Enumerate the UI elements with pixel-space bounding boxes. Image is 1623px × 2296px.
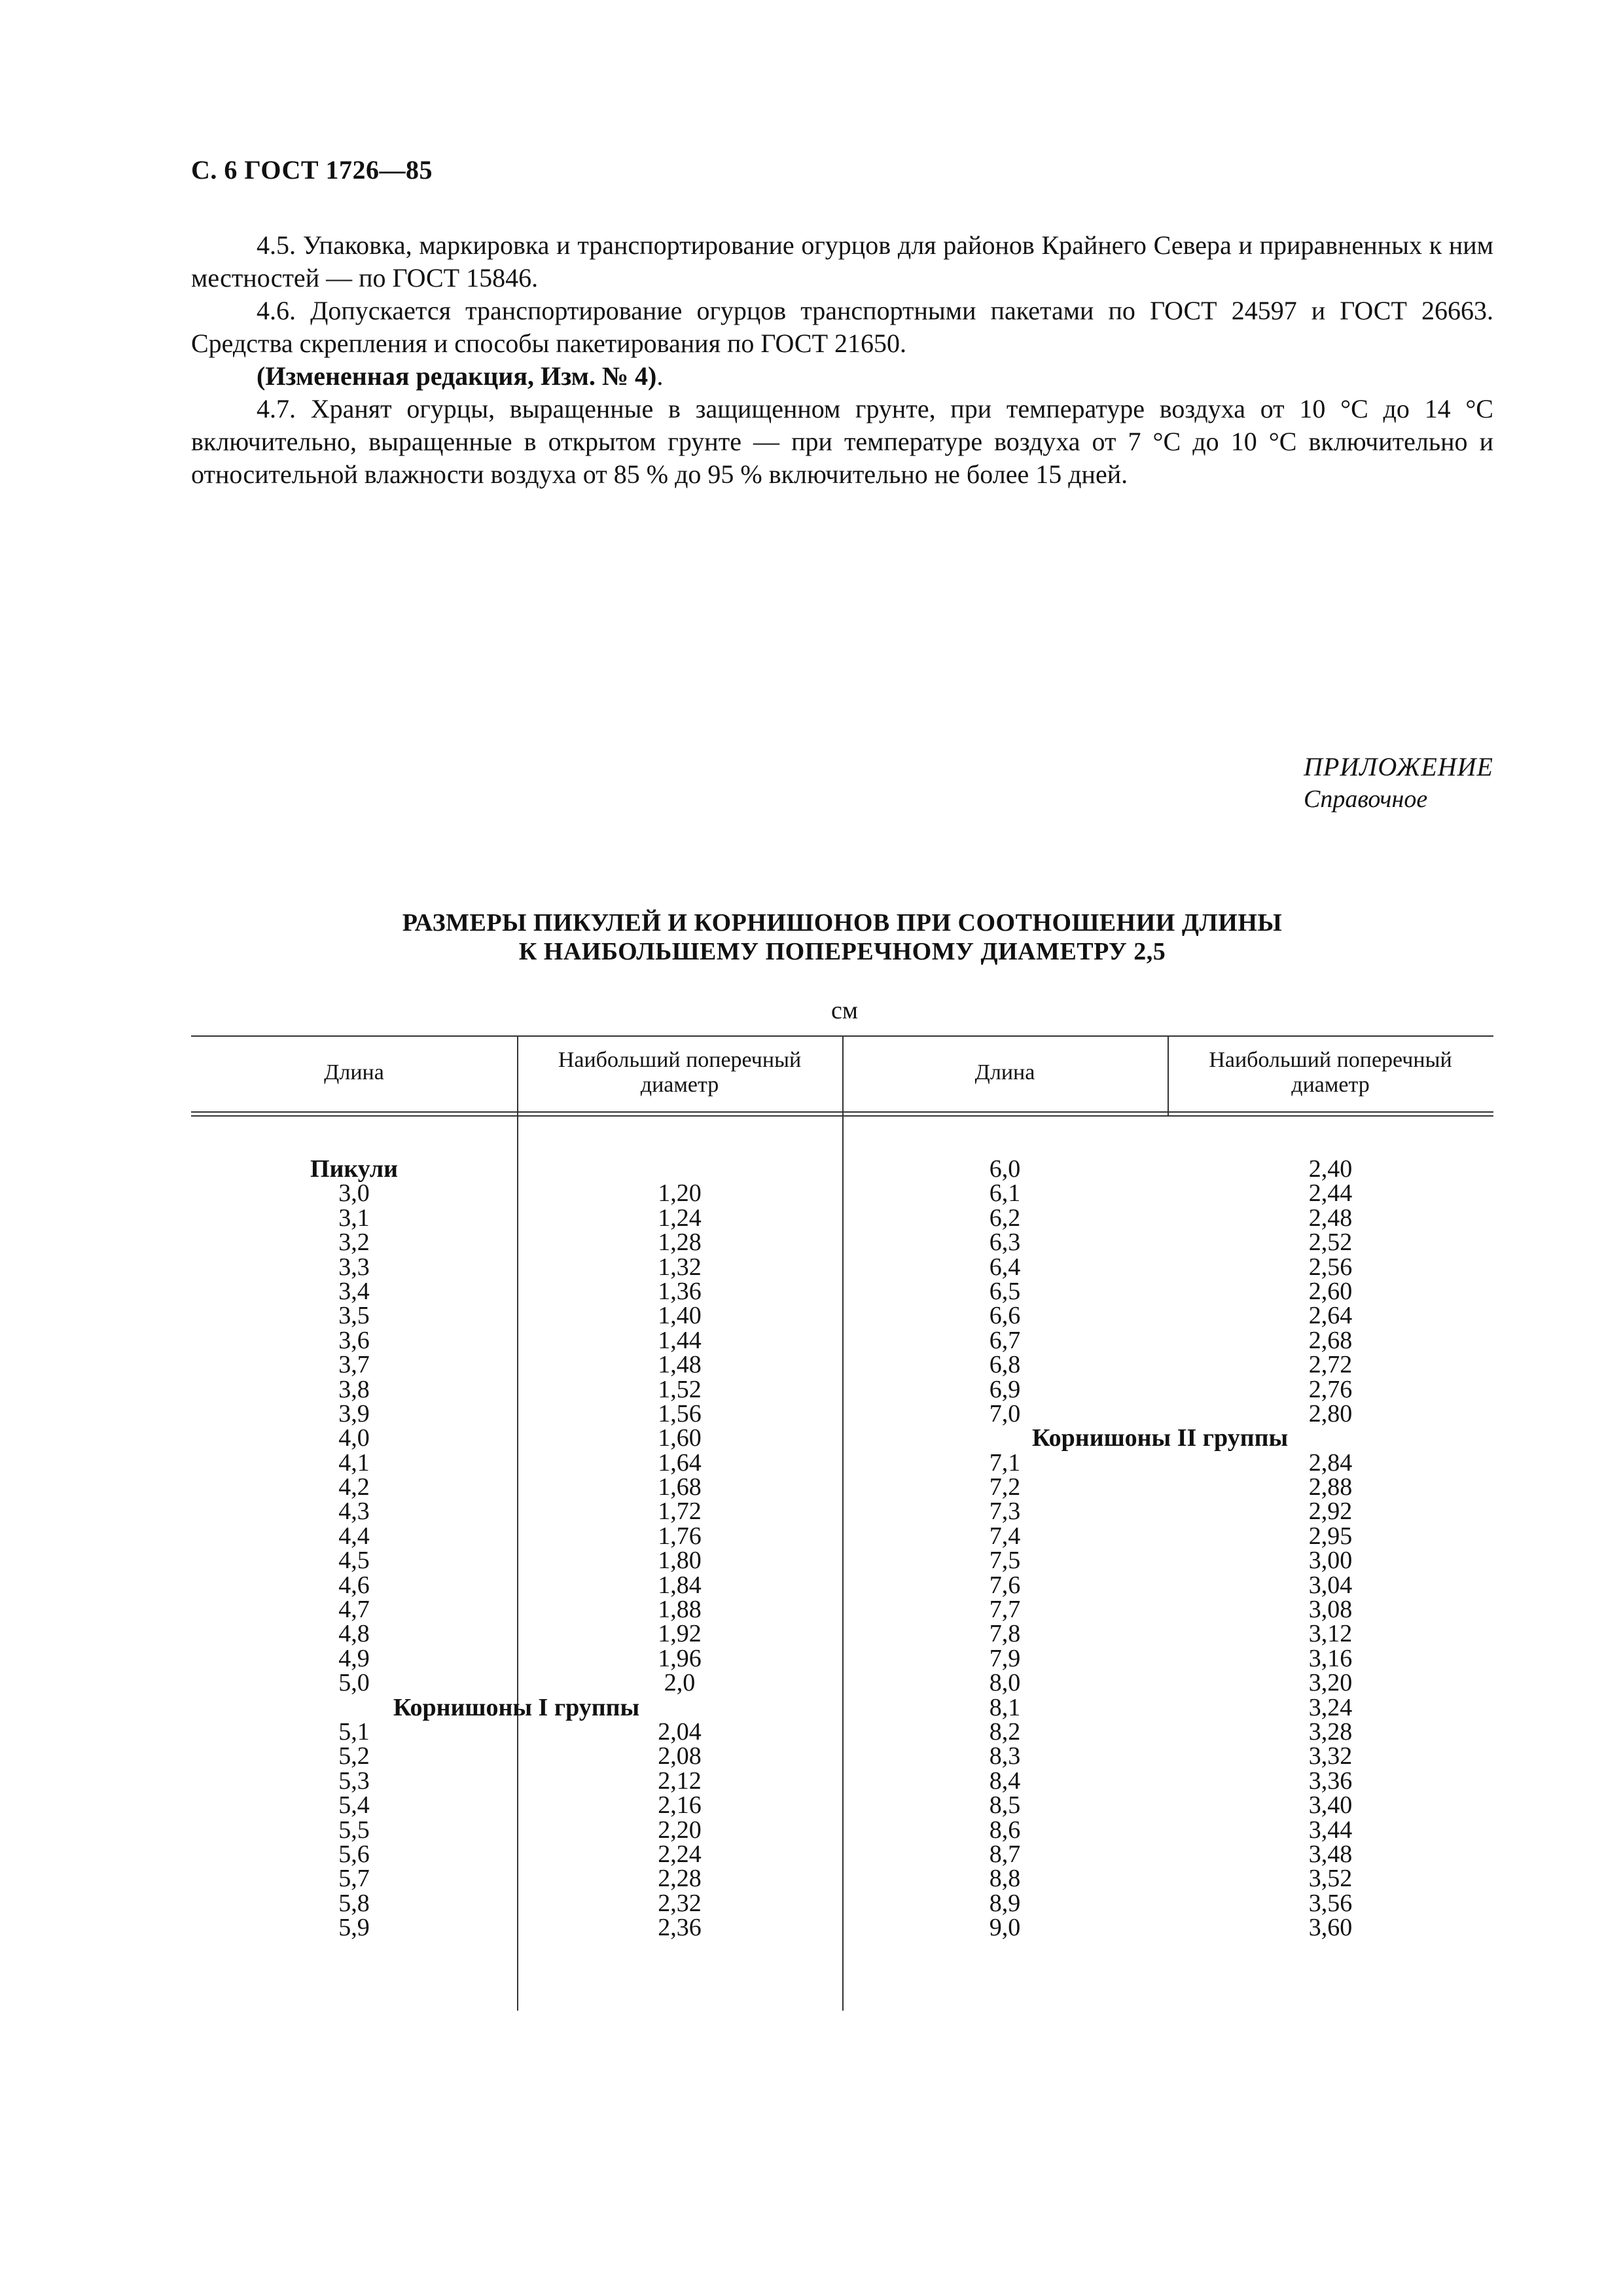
diameter-cell: 2,92: [1308, 1498, 1353, 1526]
diameter-cell: 2,80: [1308, 1399, 1353, 1427]
length-cell: 8,1: [989, 1693, 1021, 1721]
diameter-cell: 3,24: [1308, 1693, 1353, 1721]
length-cell: 7,6: [989, 1571, 1021, 1599]
length-cell: 3,8: [338, 1375, 370, 1403]
length-cell: 4,1: [338, 1448, 370, 1477]
length-cell: 6,5: [989, 1277, 1021, 1305]
header-length-right: Длина: [974, 1060, 1035, 1085]
size-table: [191, 1035, 1493, 2011]
diameter-cell: 1,40: [658, 1302, 702, 1330]
length-cell: 7,3: [989, 1498, 1021, 1526]
length-cell: 3,7: [338, 1351, 370, 1379]
page-header: С. 6 ГОСТ 1726—85: [191, 155, 433, 185]
right-diameter-column: [1168, 1157, 1493, 1941]
diameter-cell: 2,52: [1308, 1229, 1353, 1257]
diameter-cell: 1,28: [658, 1229, 702, 1257]
length-cell: 3,4: [338, 1277, 370, 1305]
length-cell: 7,2: [989, 1473, 1021, 1501]
diameter-cell: 1,96: [658, 1644, 702, 1672]
length-cell: 8,5: [989, 1791, 1021, 1820]
right-length-column: [842, 1155, 1289, 1942]
appendix-subtitle: Справочное: [1304, 785, 1428, 813]
left-diameter-column: [517, 1157, 842, 1941]
diameter-cell: 3,12: [1308, 1620, 1353, 1648]
header-diameter-left: Наибольший поперечный диаметр: [558, 1048, 802, 1097]
diameter-cell: 3,60: [1308, 1914, 1353, 1942]
diameter-cell: 2,95: [1308, 1522, 1353, 1550]
diameter-cell: 1,60: [658, 1424, 702, 1452]
length-cell: 5,0: [338, 1669, 370, 1697]
length-cell: 8,3: [989, 1742, 1021, 1770]
length-cell: 8,7: [989, 1840, 1021, 1868]
length-cell: 7,4: [989, 1522, 1021, 1550]
paragraph-4-5: 4.5. Упаковка, маркировка и транспортирование огурцов для районов Крайнего Севера и приравненных к ним местностей — по ГОСТ 15846.: [191, 230, 1493, 293]
diameter-cell: 1,20: [658, 1179, 702, 1208]
length-cell: 4,2: [338, 1473, 370, 1501]
length-cell: 5,5: [338, 1816, 370, 1844]
diameter-cell: 2,28: [658, 1865, 702, 1893]
diameter-cell: 2,68: [1308, 1326, 1353, 1354]
group-title: Пикули: [310, 1155, 399, 1183]
diameter-cell: 3,56: [1308, 1889, 1353, 1917]
length-cell: 5,3: [338, 1767, 370, 1795]
group-title: Корнишоны I группы: [393, 1693, 640, 1721]
table-title-line-2: К НАИБОЛЬШЕМУ ПОПЕРЕЧНОМУ ДИАМЕТРУ 2,5: [518, 938, 1166, 965]
group-title: Корнишоны II группы: [1032, 1424, 1289, 1452]
diameter-cell: 2,20: [658, 1816, 702, 1844]
diameter-cell: 3,36: [1308, 1767, 1353, 1795]
length-cell: 6,9: [989, 1375, 1021, 1403]
length-cell: 4,7: [338, 1596, 370, 1624]
length-cell: 3,0: [338, 1179, 370, 1208]
diameter-cell: 3,08: [1308, 1596, 1353, 1624]
diameter-cell: 1,68: [658, 1473, 702, 1501]
length-cell: 7,0: [989, 1399, 1021, 1427]
appendix-title: ПРИЛОЖЕНИЕ: [1304, 752, 1493, 781]
length-cell: 5,6: [338, 1840, 370, 1868]
length-cell: 7,1: [989, 1448, 1021, 1477]
length-cell: 9,0: [989, 1914, 1021, 1942]
diameter-cell: 1,48: [658, 1351, 702, 1379]
appendix-label: [1304, 751, 1493, 814]
diameter-cell: 2,84: [1308, 1448, 1353, 1477]
length-cell: 8,9: [989, 1889, 1021, 1917]
diameter-cell: 3,04: [1308, 1571, 1353, 1599]
diameter-cell: 2,0: [664, 1669, 696, 1697]
length-cell: 5,1: [338, 1717, 370, 1746]
length-cell: 6,8: [989, 1351, 1021, 1379]
diameter-cell: 1,64: [658, 1448, 702, 1477]
table-title-line-1: РАЗМЕРЫ ПИКУЛЕЙ И КОРНИШОНОВ ПРИ СООТНОШЕНИИ ДЛИНЫ: [402, 909, 1283, 937]
diameter-cell: 3,52: [1308, 1865, 1353, 1893]
diameter-cell: 1,32: [658, 1253, 702, 1281]
length-cell: 5,9: [338, 1914, 370, 1942]
diameter-cell: 2,48: [1308, 1204, 1353, 1232]
diameter-cell: 1,24: [658, 1204, 702, 1232]
length-cell: 4,5: [338, 1547, 370, 1575]
length-cell: 3,1: [338, 1204, 370, 1232]
diameter-cell: 2,24: [658, 1840, 702, 1868]
diameter-cell: 2,16: [658, 1791, 702, 1820]
diameter-cell: 1,92: [658, 1620, 702, 1648]
length-cell: 8,6: [989, 1816, 1021, 1844]
diameter-cell: 2,08: [658, 1742, 702, 1770]
length-cell: 3,6: [338, 1326, 370, 1354]
length-cell: 8,2: [989, 1717, 1021, 1746]
length-cell: 8,0: [989, 1669, 1021, 1697]
group-spacer: [1168, 1426, 1493, 1450]
diameter-cell: 2,88: [1308, 1473, 1353, 1501]
diameter-cell: 2,72: [1308, 1351, 1353, 1379]
length-cell: 5,7: [338, 1865, 370, 1893]
diameter-cell: 2,56: [1308, 1253, 1353, 1281]
amendment-note-end: .: [656, 361, 664, 391]
header-diameter-right: Наибольший поперечный диаметр: [1209, 1048, 1452, 1097]
length-cell: 6,7: [989, 1326, 1021, 1354]
length-cell: 3,3: [338, 1253, 370, 1281]
length-cell: 4,3: [338, 1498, 370, 1526]
length-cell: 6,0: [989, 1155, 1021, 1183]
length-cell: 7,9: [989, 1644, 1021, 1672]
diameter-cell: 1,80: [658, 1547, 702, 1575]
group-spacer: [517, 1157, 842, 1181]
diameter-cell: 3,28: [1308, 1717, 1353, 1746]
group-spacer: [517, 1696, 842, 1720]
diameter-cell: 3,48: [1308, 1840, 1353, 1868]
diameter-cell: 3,00: [1308, 1547, 1353, 1575]
diameter-cell: 2,64: [1308, 1302, 1353, 1330]
length-cell: 4,8: [338, 1620, 370, 1648]
length-cell: 6,4: [989, 1253, 1021, 1281]
paragraph-4-7: 4.7. Хранят огурцы, выращенные в защищенном грунте, при температуре воздуха от 10 °С до 14 °С включительно, выращенные в открытом грунте — при температуре воздуха от 7 °С до 10 °С включительно и относительной влажности воздуха от 85 % до 95 % включительно не более 15 дней.: [191, 394, 1493, 489]
diameter-cell: 3,44: [1308, 1816, 1353, 1844]
paragraph-4-6: 4.6. Допускается транспортирование огурцов транспортными пакетами по ГОСТ 24597 и ГОСТ 26663. Средства скрепления и способы пакетирования по ГОСТ 21650.: [191, 296, 1493, 358]
length-cell: 7,7: [989, 1596, 1021, 1624]
length-cell: 3,5: [338, 1302, 370, 1330]
diameter-cell: 3,20: [1308, 1669, 1353, 1697]
diameter-cell: 1,84: [658, 1571, 702, 1599]
diameter-cell: 2,36: [658, 1914, 702, 1942]
length-cell: 5,8: [338, 1889, 370, 1917]
header-length-left: Длина: [324, 1060, 384, 1085]
diameter-cell: 2,44: [1308, 1179, 1353, 1208]
diameter-cell: 2,40: [1308, 1155, 1353, 1183]
length-cell: 3,9: [338, 1399, 370, 1427]
diameter-cell: 3,40: [1308, 1791, 1353, 1820]
length-cell: 3,2: [338, 1229, 370, 1257]
table-title: [191, 908, 1493, 966]
diameter-cell: 1,88: [658, 1596, 702, 1624]
amendment-note: [191, 360, 1493, 393]
length-cell: 8,8: [989, 1865, 1021, 1893]
body-text: [191, 229, 1493, 491]
length-cell: 5,2: [338, 1742, 370, 1770]
diameter-cell: 1,76: [658, 1522, 702, 1550]
length-cell: 5,4: [338, 1791, 370, 1820]
diameter-cell: 3,16: [1308, 1644, 1353, 1672]
length-cell: 4,9: [338, 1644, 370, 1672]
length-cell: 6,2: [989, 1204, 1021, 1232]
length-cell: 7,8: [989, 1620, 1021, 1648]
diameter-cell: 1,44: [658, 1326, 702, 1354]
length-cell: 4,0: [338, 1424, 370, 1452]
diameter-cell: 2,04: [658, 1717, 702, 1746]
table-unit: см: [831, 997, 858, 1024]
diameter-cell: 1,36: [658, 1277, 702, 1305]
length-cell: 4,6: [338, 1571, 370, 1599]
diameter-cell: 3,32: [1308, 1742, 1353, 1770]
diameter-cell: 1,72: [658, 1498, 702, 1526]
diameter-cell: 2,12: [658, 1767, 702, 1795]
left-length-column: [191, 1155, 640, 1942]
diameter-cell: 1,56: [658, 1399, 702, 1427]
amendment-note-text: (Измененная редакция, Изм. № 4): [257, 361, 657, 391]
diameter-cell: 2,32: [658, 1889, 702, 1917]
length-cell: 8,4: [989, 1767, 1021, 1795]
length-cell: 6,1: [989, 1179, 1021, 1208]
diameter-cell: 2,60: [1308, 1277, 1353, 1305]
diameter-cell: 2,76: [1308, 1375, 1353, 1403]
length-cell: 7,5: [989, 1547, 1021, 1575]
diameter-cell: 1,52: [658, 1375, 702, 1403]
length-cell: 6,3: [989, 1229, 1021, 1257]
length-cell: 6,6: [989, 1302, 1021, 1330]
length-cell: 4,4: [338, 1522, 370, 1550]
